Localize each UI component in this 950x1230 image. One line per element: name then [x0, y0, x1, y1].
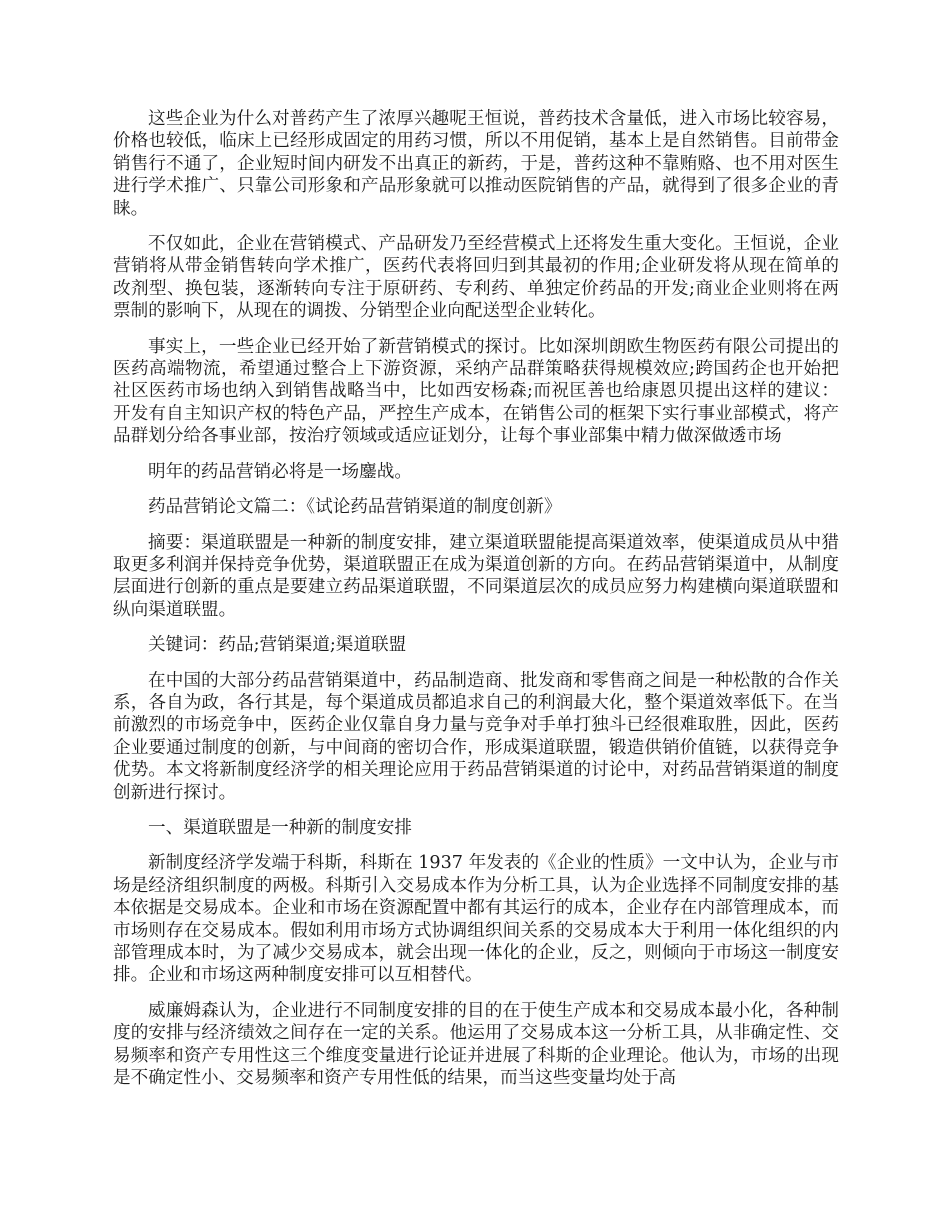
- paragraph-generic-drug-interest: 这些企业为什么对普药产生了浓厚兴趣呢王恒说，普药技术含量低，进入市场比较容易，价格也较低，临床上已经形成固定的用药习惯，所以不用促销，基本上是自然销售。目前带金销售行不通了，企业短时间内研发不出真正的新药，于是，普药这种不靠贿赂、也不用对医生进行学术推广、只靠公司形象和产品形象就可以推动医院销售的产品，就得到了很多企业的青睐。: [113, 109, 839, 219]
- paragraph-new-marketing-exploration: 事实上，一些企业已经开始了新营销模式的探讨。比如深圳朗欧生物医药有限公司提出的医药高端物流，希望通过整合上下游资源，采纳产品群策略获得规模效应;跨国药企也开始把社区医药市场也纳入到销售战略当中，比如西安杨森;而祝匡善也给康恩贝提出这样的建议：开发有自主知识产权的特色产品，严控生产成本，在销售公司的框架下实行事业部模式，将产品群划分给各事业部，按治疗领域或适应证划分，让每个事业部集中精力做深做透市场: [113, 336, 839, 447]
- paragraph-introduction: 在中国的大部分药品营销渠道中，药品制造商、批发商和零售商之间是一种松散的合作关系，各自为政，各行其是，每个渠道成员都追求自己的利润最大化，整个渠道效率低下。在当前激烈的市场竞争中，医药企业仅靠自身力量与竞争对手单打独斗已经很难取胜，因此，医药企业要通过制度的创新，与中间商的密切合作，形成渠道联盟，锻造供销价值链，以获得竞争优势。本文将新制度经济学的相关理论应用于药品营销渠道的讨论中，对药品营销渠道的制度创新进行探讨。: [113, 670, 839, 803]
- section-heading-one: 一、渠道联盟是一种新的制度安排: [148, 817, 412, 838]
- article-two-title: 药品营销论文篇二：《试论药品营销渠道的制度创新》: [148, 497, 562, 518]
- paragraph-marketing-model-change: 不仅如此，企业在营销模式、产品研发乃至经营模式上还将发生重大变化。王恒说，企业营销将从带金销售转向学术推广，医药代表将回归到其最初的作用;企业研发将从现在简单的改剂型、换包装，逐渐转向专注于原研药、专利药、单独定价药品的开发;商业企业则将在两票制的影响下，从现在的调拨、分销型企业向配送型企业转化。: [113, 234, 839, 322]
- paragraph-williamson-theory: 威廉姆森认为，企业进行不同制度安排的目的在于使生产成本和交易成本最小化，各种制度的安排与经济绩效之间存在一定的关系。他运用了交易成本这一分析工具，从非确定性、交易频率和资产专用性这三个维度变量进行论证并进展了科斯的企业理论。他认为，市场的出现是不确定性小、交易频率和资产专用性低的结果，而当这些变量均处于高: [113, 1000, 839, 1089]
- document-body: [113, 108, 839, 1102]
- paragraph-abstract: 摘要：渠道联盟是一种新的制度安排，建立渠道联盟能提高渠道效率，使渠道成员从中猎取更多利润并保持竞争优势，渠道联盟正在成为渠道创新的方向。在药品营销渠道中，从制度层面进行创新的重点是要建立药品渠道联盟，不同渠道层次的成员应努力构建横向渠道联盟和纵向渠道联盟。: [113, 532, 839, 620]
- paragraph-coase-theory: 新制度经济学发端于科斯，科斯在 1937 年发表的《企业的性质》一文中认为，企业与市场是经济组织制度的两极。科斯引入交易成本作为分析工具，认为企业选择不同制度安排的基本依据是交易成本。企业和市场在资源配置中都有其运行的成本，企业存在内部管理成本，而市场则存在交易成本。假如利用市场方式协调组织间关系的交易成本大于利用一体化组织的内部管理成本时，为了减少交易成本，就会出现一体化的企业，反之，则倾向于市场这一制度安排。企业和市场这两种制度安排可以互相替代。: [113, 853, 839, 986]
- paragraph-keywords: 关键词：药品;营销渠道;渠道联盟: [148, 635, 407, 656]
- paragraph-next-year-outlook: 明年的药品营销必将是一场鏖战。: [148, 461, 412, 482]
